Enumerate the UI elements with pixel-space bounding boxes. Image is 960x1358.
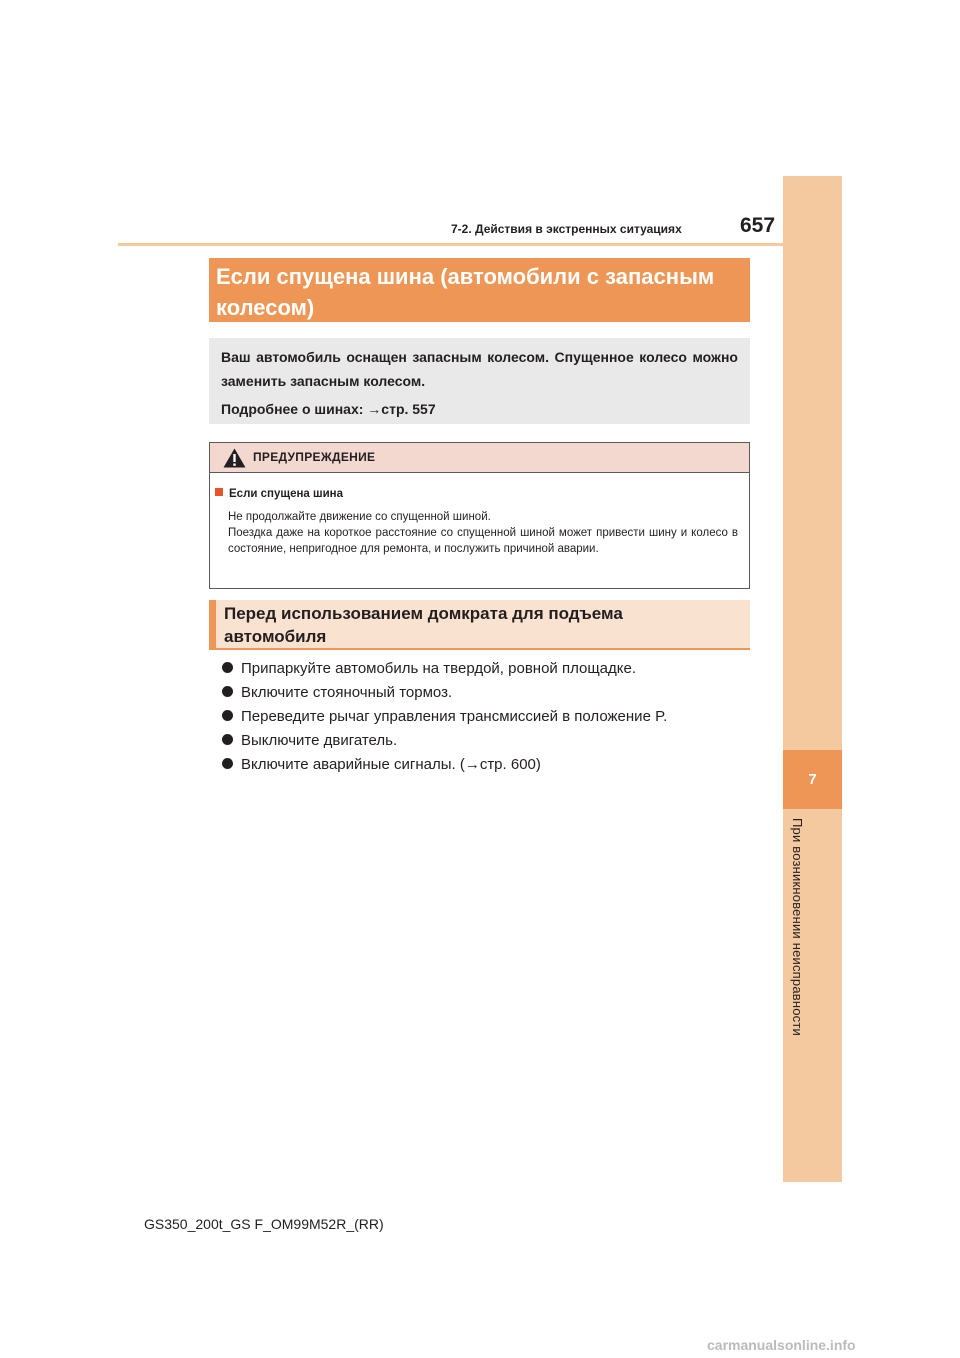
warning-line-2: Поездка даже на короткое расстояние со спущенной шиной может привести шину и колесо в состояние, непригодное для ремонта, и послужить причиной аварии. xyxy=(228,527,738,555)
reference-page-link[interactable]: стр. 557 xyxy=(381,401,436,417)
step-list xyxy=(222,657,750,777)
square-bullet-icon xyxy=(215,488,223,496)
page-number: 657 xyxy=(740,214,776,237)
bullet-dot-icon xyxy=(222,758,233,769)
step-text: Выключите двигатель. xyxy=(241,732,398,749)
page-title-line-2: колесом) xyxy=(216,295,315,320)
warning-subheading xyxy=(215,488,343,500)
bullet-dot-icon xyxy=(222,662,233,673)
warning-body xyxy=(228,509,738,557)
warning-label: ПРЕДУПРЕЖДЕНИЕ xyxy=(253,450,376,464)
bullet-dot-icon xyxy=(222,710,233,721)
warning-box xyxy=(209,442,750,589)
intro-text: Ваш автомобиль оснащен запасным колесом. Спущенное колесо можно заменить запасным колесом. xyxy=(221,349,738,389)
step-text: Включите стояночный тормоз. xyxy=(241,684,453,701)
bullet-dot-icon xyxy=(222,734,233,745)
subsection-title-line-1: Перед использованием домкрата для подъема xyxy=(224,604,623,623)
chapter-tab-label: При возникновении неисправности xyxy=(790,818,805,1036)
step-text: Припаркуйте автомобиль на твердой, ровной площадке. xyxy=(241,660,637,677)
list-item xyxy=(222,753,750,777)
section-title: 7-2. Действия в экстренных ситуациях xyxy=(451,222,682,236)
document-code-footer: GS350_200t_GS F_OM99M52R_(RR) xyxy=(144,1216,384,1232)
bullet-dot-icon xyxy=(222,686,233,697)
page-title-line-1: Если спущена шина (автомобили с запасным xyxy=(216,264,715,289)
list-item xyxy=(222,681,750,705)
list-item xyxy=(222,729,750,753)
header-divider xyxy=(118,243,842,246)
list-item xyxy=(222,657,750,681)
step-text: Переведите рычаг управления трансмиссией в положение P. xyxy=(241,708,668,725)
subsection-title-line-2: автомобиля xyxy=(224,627,327,646)
intro-box xyxy=(209,338,750,424)
page-title xyxy=(209,258,750,322)
warning-triangle-icon xyxy=(223,448,246,468)
step-text: Включите аварийные сигналы. (→стр. 600) xyxy=(241,756,541,773)
subsection-heading xyxy=(209,600,750,650)
reference-prefix: Подробнее о шинах: xyxy=(221,401,368,417)
warning-line-1: Не продолжайте движение со спущенной шиной. xyxy=(228,511,491,523)
intro-reference xyxy=(221,397,738,421)
arrow-icon: → xyxy=(367,401,382,417)
list-item xyxy=(222,705,750,729)
watermark: carmanualsonline.info xyxy=(707,1337,856,1353)
warning-header xyxy=(210,443,749,473)
warning-subheading-text: Если спущена шина xyxy=(229,488,344,500)
chapter-tab-number[interactable]: 7 xyxy=(783,750,842,809)
